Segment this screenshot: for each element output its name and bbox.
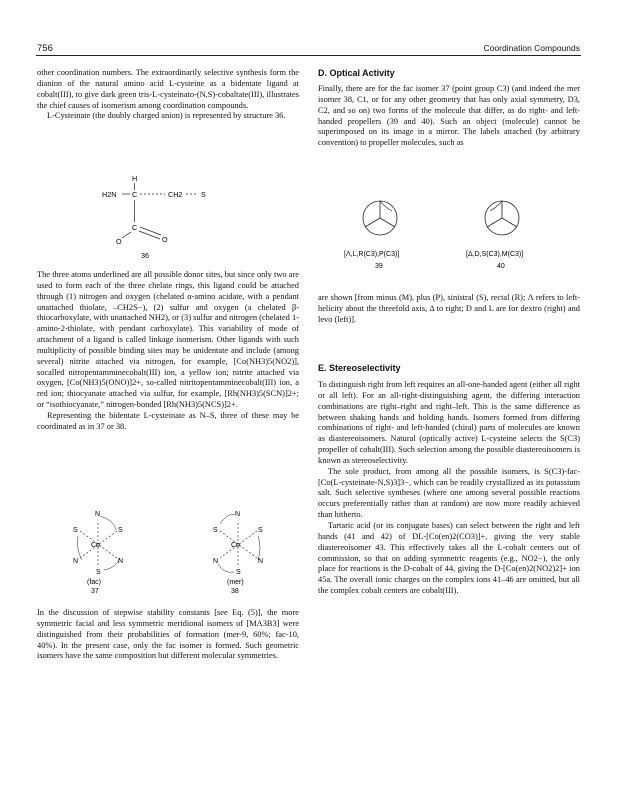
atom-label: C: [132, 223, 138, 232]
atom-label: O: [116, 237, 122, 246]
paragraph: In the discussion of stepwise stability constants [see Eq. (5)], the more symmetric facial and less symmetric meridional isomers of [MA3B3] were distinguished from their probabilities of formation (mer-9, 60%; fac-10, 40%). In the present case, only the fac isomer is formed. Such geometric isomers have the same composition but different molecular symmetries.: [37, 608, 299, 661]
structure-38: [213, 511, 263, 595]
structure-number: 40: [497, 263, 505, 270]
atom-label: N: [118, 558, 124, 565]
atom-label: N: [95, 511, 101, 518]
paragraph: The three atoms underlined are all possible donor sites, but since only two are used to form each of the three chelate rings, this ligand could be attached through (1) nitrogen and oxygen (chelated α-amino acidate, with a pendant unattached thiolate, –CH2S−), (2) sulfur and oxygen (a chelated β-thiocarboxylate, with unattached NH2), or (3) sulfur and nitrogen (chelated 1-amino-2-thiolate, with pendant carboxylate). This variability of mode of attachment of a ligand is called linkage isomerism. Other ligands with such multiplicity of possible binding sites may be unidentate and include (among several) nitrite attached via nitrogen, for example, [Co(NH3)5(NO2)], socalled nitropentamminecobalt(III) ion, a yellow ion; nitrite attached via oxygen, [Co(NH3)5(ONO)]2+, so-called nitritopentamminecobalt(III) ion, a red ion; thiocyanate attached via sulfur, for example, [Rh(NH3)5(SCN)]2+; or “isothiocyanate,” nitrogen-bonded [Rh(NH3)5(NCS)]2+.: [37, 270, 299, 410]
atom-label: N: [258, 558, 264, 565]
atom-label: H: [132, 174, 138, 183]
structure-number: 36: [141, 251, 149, 260]
atom-label: S: [236, 569, 241, 576]
structure-number: 39: [375, 263, 383, 270]
atom-label: S: [96, 569, 101, 576]
structure-37: [73, 511, 123, 595]
atom-label: N: [213, 558, 219, 565]
bond: [139, 231, 160, 239]
structure-caption: (fac): [87, 579, 101, 586]
atom-label: S: [201, 190, 206, 199]
running-title: Coordination Compounds: [483, 43, 580, 53]
atom-label: N: [73, 558, 79, 565]
atom-label: C: [132, 190, 138, 199]
right-column-block-1: [318, 84, 580, 149]
section-heading-d: D. Optical Activity: [318, 68, 395, 78]
atom-label: H2N: [102, 190, 117, 199]
paragraph: are shown [from minus (M), plus (P), sinistral (S), rectal (R); Λ refers to left-helicity about the threefold axis, Δ to right; D and L are for dextro (right) and levo (left)].: [318, 293, 580, 324]
atom-label: S: [118, 527, 123, 534]
atom-label: S: [213, 527, 218, 534]
atom-label: O: [162, 235, 168, 244]
page-number: 756: [37, 43, 53, 54]
structure-label: [Λ,L,R(C3),P(C3)]: [344, 251, 400, 258]
structure-40: [466, 201, 523, 270]
paragraph: To distinguish right from left requires an all-one-handed agent (either all right or all left). For an all-right-distinguishing agent, the differing interaction combinations are right–right and right–left. This is the same difference as between shaking hands and holding hands. Isomers formed from differing combinations of right- and left-handed (chiral) parts of molecules are known as diastereoisomers. Natural (optically active) L-cysteine selects the S(C3) propeller of cobalt(III). Such selection among the possible diastereoisomers is known as stereoselectivity.: [318, 380, 580, 465]
paragraph: The sole product, from among all the possible isomers, is S(C3)-fac-[Co(L-cysteinate-N,S)3]3−, which can be readily crystallized as its potassium salt. Such selective syntheses (where one among several possible reactions occurs preferentially rather than at random) are now more readily achieved than hitherto.: [318, 466, 580, 520]
structure-36: [80, 172, 230, 262]
paragraph: Tartaric acid (or its conjugate bases) can select between the right and left hands (41 and 42) of DL-[Co(en)2(CO3)]+, giving the very stable diastereoisomer 43. This effectively takes all the L-cobalt centers out of commission, so that on adding symmetric reagents (e.g., NO2−), the only place for reactions is the D-cobalt of 44, giving the D-[Co(en)2(NO2)2]+ ion 45a. The overall ionic charges on the complex ions 41–46 are omitted, but all the complex cobalt centers are cobalt(III).: [318, 520, 580, 596]
structure-number: 37: [91, 588, 99, 595]
structures-39-40: [330, 196, 570, 276]
left-column-block-3: [37, 608, 299, 662]
paragraph: other coordination numbers. The extraordinarily selective synthesis form the dianion of the natural amino acid L-cysteine as a bidentate ligand at cobalt(III), to give dark green tris-L-cysteinato-(N,S)-cobaltate(III), illustrates the chief causes of isomerism among coordination compounds.: [37, 68, 299, 110]
structure-39: [344, 201, 399, 270]
atom-label: S: [73, 527, 78, 534]
right-column-block-3: [318, 380, 580, 597]
header-rule: [36, 55, 581, 56]
right-column-block-2: [318, 293, 580, 326]
atom-label: Co: [91, 542, 100, 549]
atom-label: S: [258, 527, 263, 534]
atom-label: Co: [231, 542, 240, 549]
paragraph: Representing the bidentate L-cysteinate as N–S, three of these may be coordinated as in 37 or 38.: [37, 410, 299, 431]
paragraph: Finally, there are for the fac isomer 37 (point group C3) (and indeed the mer isomer 38, C1, or for any other geometry that has only axial symmetry, D3, C2, and so on) two forms of the molecule that differ, as do right- and left-handed propellers (39 and 40). Such an object (molecule) cannot be superimposed on its image in a mirror. The labels attached (by arbitrary convention) to propeller molecules, such as: [318, 84, 580, 148]
bond: [140, 227, 161, 235]
atom-label: N: [235, 511, 241, 518]
structure-number: 38: [231, 588, 239, 595]
atom-label: CH2: [168, 190, 183, 199]
structures-37-38: [70, 506, 290, 596]
structure-label: [Δ,D,S(C3),M(C3)]: [466, 251, 524, 258]
left-column-block-1: [37, 68, 299, 122]
section-heading-e: E. Stereoselectivity: [318, 363, 401, 373]
left-column-block-2: [37, 270, 299, 433]
bond: [122, 232, 131, 238]
structure-caption: (mer): [227, 579, 244, 586]
paragraph: L-Cysteinate (the doubly charged anion) is represented by structure 36.: [47, 111, 286, 121]
